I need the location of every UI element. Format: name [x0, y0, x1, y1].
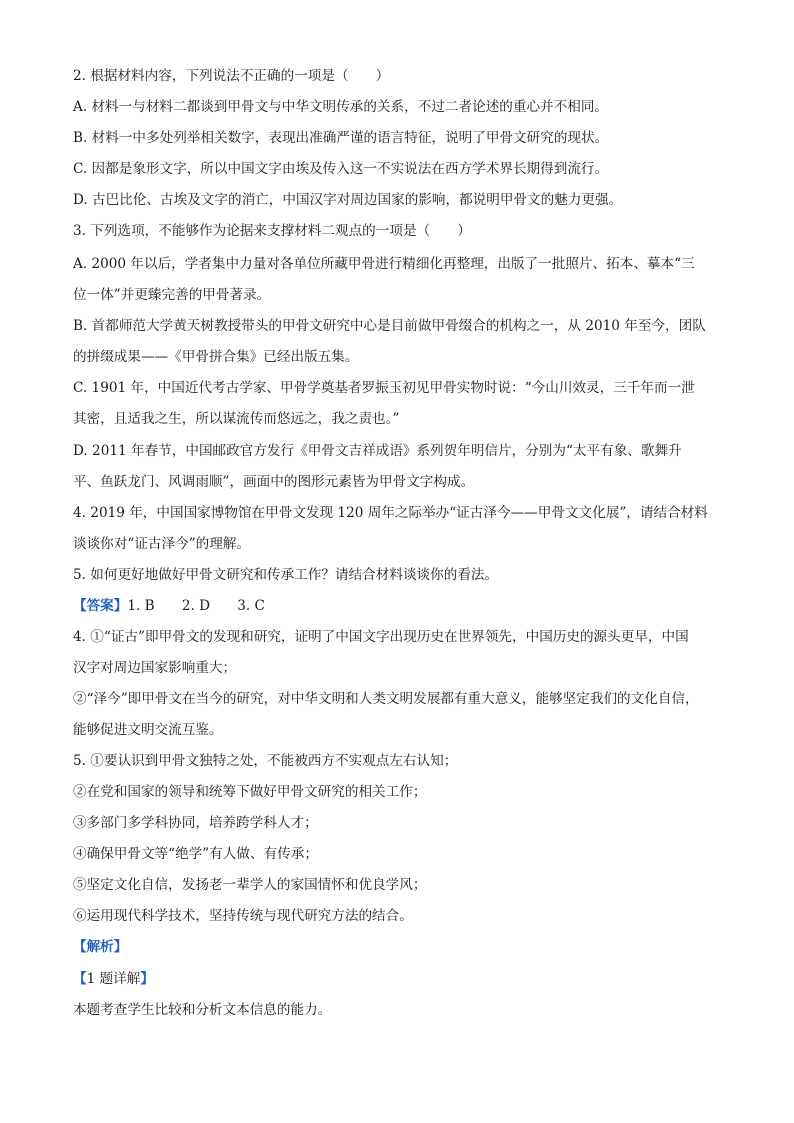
q5-stem: 5. 如何更好地做好甲骨文研究和传承工作？请结合材料谈谈你的看法。 — [73, 567, 499, 583]
answer5-line5: ⑤坚定文化自信，发扬老一辈学人的家国情怀和优良学风； — [73, 877, 427, 893]
q3-option-b-line2: 的拼缀成果——《甲骨拼合集》已经出版五集。 — [73, 349, 359, 365]
q4-line1: 4. 2019 年，中国国家博物馆在甲骨文发现 120 周年之际举办“证古泽今——甲骨文文化展”，请结合材料 — [73, 505, 708, 521]
answer5-line2: ②在党和国家的领导和统筹下做好甲骨文研究的相关工作； — [73, 784, 427, 800]
subheading-open-bracket: 【 — [73, 971, 87, 987]
answer5-line1: 5. ①要认识到甲骨文独特之处，不能被西方不实观点左右认知； — [73, 753, 458, 769]
q3-option-d-line1: D. 2011 年春节，中国邮政官方发行《甲骨文吉祥成语》系列贺年明信片，分别为“太平有象、歌舞升 — [73, 443, 682, 459]
q2-stem: 2. 根据材料内容，下列说法不正确的一项是（ ） — [73, 68, 390, 84]
answer-row — [73, 596, 265, 616]
subheading-text: 1 题详解 — [86, 971, 141, 987]
q2-option-b: B. 材料一中多处列举相关数字，表现出准确严谨的语言特征，说明了甲骨文研究的现状。 — [73, 130, 609, 146]
analysis-body: 本题考查学生比较和分析文本信息的能力。 — [73, 1002, 332, 1018]
q3-option-a-line2: 位一体”并更臻完善的甲骨著录。 — [73, 287, 271, 303]
answer4-line2: 汉字对周边国家影响重大； — [73, 660, 237, 676]
answer4-line1: 4. ①“证古”即甲骨文的发现和研究，证明了中国文字出现历史在世界领先，中国历史的源头更早，中国 — [73, 629, 689, 645]
answer5-line4: ④确保甲骨文等“绝学”有人做、有传承； — [73, 846, 318, 862]
q3-option-c-line1: C. 1901 年，中国近代考古学家、甲骨学奠基者罗振玉初见甲骨实物时说：“今山川效灵，三千年而一泄 — [73, 380, 695, 396]
q3-option-c-line2: 其密，且适我之生，所以谋流传而悠远之，我之责也。” — [73, 411, 400, 427]
q4-line2: 谈谈你对“证古泽今”的理解。 — [73, 536, 251, 552]
q2-option-a: A. 材料一与材料二都谈到甲骨文与中华文明传承的关系，不过二者论述的重心并不相同。 — [73, 99, 609, 115]
q3-option-a-line1: A. 2000 年以后，学者集中力量对各单位所藏甲骨进行精细化再整理，出版了一批照片、拓本、摹本“三 — [73, 256, 695, 272]
answer4-line3: ②“泽今”即甲骨文在当今的研究，对中华文明和人类文明发展都有重大意义，能够坚定我们的文化自信， — [73, 691, 699, 707]
analysis-heading: 【解析】 — [73, 939, 128, 955]
answer4-line4: 能够促进文明交流互鉴。 — [73, 722, 223, 738]
answer-label: 【答案】 — [73, 598, 128, 614]
q3-stem: 3. 下列选项，不能够作为论据来支撑材料二观点的一项是（ ） — [73, 223, 471, 239]
answer-values: 1. B 2. D 3. C — [127, 598, 265, 614]
q2-option-d: D. 古巴比伦、古埃及文字的消亡，中国汉字对周边国家的影响，都说明甲骨文的魅力更强。 — [73, 192, 623, 208]
analysis-subheading — [73, 969, 154, 989]
q3-option-d-line2: 平、鱼跃龙门、风调雨顺”，画面中的图形元素皆为甲骨文字构成。 — [73, 474, 475, 490]
q3-option-b-line1: B. 首都师范大学黄天树教授带头的甲骨文研究中心是目前做甲骨缀合的机构之一，从 2010 年至今，团队 — [73, 318, 706, 334]
q2-option-c: C. 因都是象形文字，所以中国文字由埃及传入这一不实说法在西方学术界长期得到流行。 — [73, 161, 609, 177]
subheading-close-bracket: 】 — [140, 971, 154, 987]
answer5-line3: ③多部门多学科协同，培养跨学科人才； — [73, 815, 318, 831]
answer5-line6: ⑥运用现代科学技术，坚持传统与现代研究方法的结合。 — [73, 908, 413, 924]
